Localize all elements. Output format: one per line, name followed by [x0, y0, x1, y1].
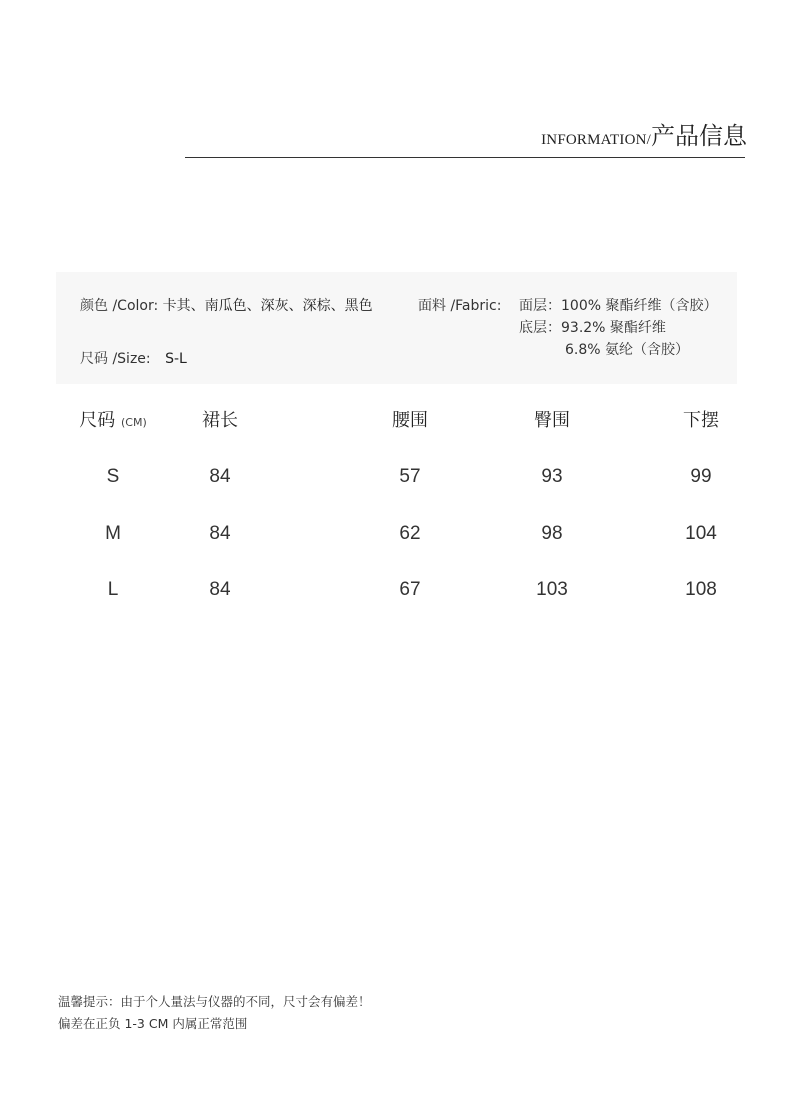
color-label: 颜色 /Color: — [80, 298, 159, 314]
table-cell: 108 — [685, 579, 717, 600]
column-header-hem: 下摆 — [683, 410, 719, 431]
title-english: INFORMATION/ — [541, 132, 651, 148]
column-header-waist: 腰围 — [392, 410, 428, 431]
size-value: S-L — [165, 351, 187, 367]
note-line-2: 偏差在正负 1-3 CM 内属正常范围 — [58, 1016, 248, 1031]
table-cell: 104 — [685, 523, 717, 544]
note-line-1: 温馨提示：由于个人量法与仪器的不同，尺寸会有偏差！ — [58, 994, 371, 1009]
color-value: 卡其、南瓜色、深灰、深棕、黑色 — [162, 298, 373, 314]
table-cell: 84 — [209, 466, 231, 487]
table-cell: 98 — [541, 523, 563, 544]
unit-label: (CM) — [120, 416, 147, 429]
table-cell: 93 — [541, 466, 563, 487]
column-header-size-label: 尺码 — [79, 410, 116, 431]
size-row — [80, 348, 187, 368]
column-header-length: 裙长 — [202, 410, 238, 431]
table-cell: S — [106, 466, 120, 487]
fabric-line-base: 底层：93.2% 聚酯纤维 — [519, 320, 666, 336]
table-cell: 84 — [209, 523, 231, 544]
fabric-label: 面料 /Fabric: — [418, 298, 502, 314]
color-row — [80, 295, 373, 315]
table-cell: 99 — [690, 466, 712, 487]
size-label: 尺码 /Size: — [80, 351, 151, 367]
product-info-panel — [56, 272, 737, 384]
table-cell: 84 — [209, 579, 231, 600]
table-cell: 62 — [399, 523, 421, 544]
table-cell: 57 — [399, 466, 421, 487]
page-title — [541, 116, 747, 151]
title-chinese: 产品信息 — [651, 122, 747, 150]
table-cell: 67 — [399, 579, 421, 600]
column-header-hip: 臀围 — [534, 410, 570, 431]
table-cell: L — [107, 579, 119, 600]
fabric-line-spandex: 6.8% 氨纶（含胶） — [565, 342, 690, 358]
fabric-line-outer: 面层：100% 聚酯纤维（含胶） — [519, 298, 718, 314]
header-divider — [185, 157, 745, 158]
table-cell: M — [105, 523, 121, 544]
column-header-size — [79, 406, 147, 432]
table-cell: 103 — [536, 579, 568, 600]
